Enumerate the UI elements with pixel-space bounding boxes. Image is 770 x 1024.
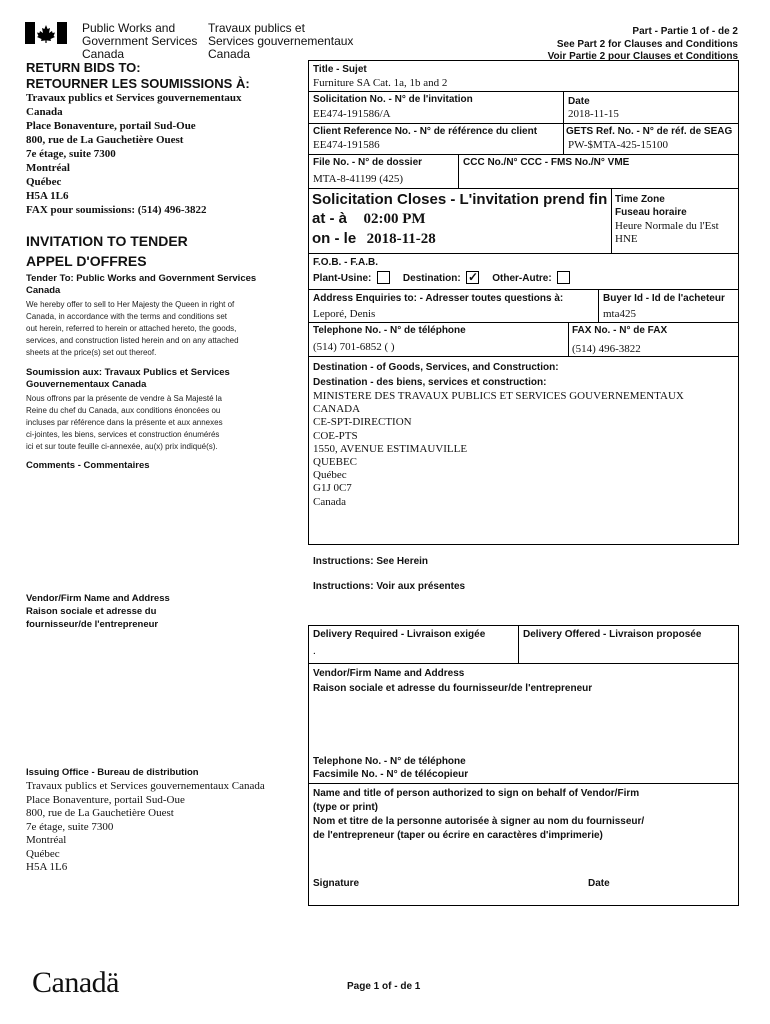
- destination-address: [313, 390, 684, 509]
- address-line: 800, rue de La Gauchetière Ouest: [26, 807, 174, 819]
- address-line: Canada: [26, 106, 63, 118]
- vendor-facsimile-label: Facsimile No. - N° de télécopieur: [313, 769, 469, 780]
- dest-line: Québec: [313, 469, 347, 482]
- vendor-label-line: fournisseur/de l'entrepreneur: [26, 619, 159, 630]
- vendor-label-line: Vendor/Firm Name and Address: [26, 593, 170, 604]
- solicitation-no-label: Solicitation No. - N° de l'invitation: [313, 94, 473, 105]
- invitation-heading: [26, 231, 188, 271]
- flag-icon: [25, 22, 67, 44]
- dest-line: COE-PTS: [313, 429, 358, 442]
- text-line: ci-jointes, les biens, services et construction énumérés: [26, 430, 220, 439]
- address-line: Place Bonaventure, portail Sud-Oue: [26, 120, 196, 132]
- fax-label: FAX No. - N° de FAX: [572, 325, 668, 336]
- other-checkbox[interactable]: [557, 271, 570, 284]
- soumission-text: [26, 393, 223, 453]
- check-mark-icon: ✓: [467, 270, 478, 284]
- return-address: [26, 91, 242, 217]
- return-bids-fr: RETOURNER LES SOUMISSIONS À:: [26, 76, 250, 91]
- instructions-fr: Instructions: Voir aux présentes: [313, 581, 466, 592]
- date-value: 2018-11-15: [568, 108, 619, 120]
- instructions-en: Instructions: See Herein: [313, 556, 429, 567]
- part-number: Part - Partie 1 of - de 2: [632, 26, 738, 37]
- address-line: Montréal: [26, 834, 67, 846]
- address-line: 800, rue de La Gauchetière Ouest: [26, 134, 184, 146]
- telephone-value: (514) 701-6852 ( ): [313, 341, 395, 353]
- text-line: We hereby offer to sell to Her Majesty the Queen in right of: [26, 300, 235, 309]
- vendor-name-address-label: [313, 666, 592, 696]
- delivery-required-label: Delivery Required - Livraison exigée: [313, 629, 486, 640]
- canada-wordmark: Canadä: [32, 966, 119, 999]
- address-line: Québec: [26, 176, 62, 188]
- at-value: 02:00 PM: [363, 211, 426, 227]
- tender-to: Tender To: Public Works and Government Services Canada: [26, 273, 257, 296]
- comments-label: Comments - Commentaires: [26, 460, 150, 471]
- dept-fr-line: Canada: [208, 47, 251, 61]
- text-line: Nous offrons par la présente de vendre à Sa Majesté la: [26, 394, 222, 403]
- closing-date: [312, 230, 436, 248]
- vendor-telephone-label: Telephone No. - N° de téléphone: [313, 756, 466, 767]
- address-line: H5A 1L6: [26, 861, 68, 873]
- tz-value-line: Heure Normale du l'Est: [615, 220, 719, 232]
- dept-en-line: Government Services: [82, 34, 198, 48]
- dest-label-en: Destination - of Goods, Services, and Construction:: [313, 362, 559, 373]
- dest-label-fr: Destination - des biens, services et construction:: [313, 377, 547, 388]
- dept-fr-line: Services gouvernementaux: [208, 34, 354, 48]
- file-no-label: File No. - N° de dossier: [313, 157, 423, 168]
- part-info: [548, 26, 738, 64]
- signature-date-label: Date: [588, 878, 610, 889]
- address-line: Montréal: [26, 162, 70, 174]
- fob-label: F.O.B. - F.A.B.: [313, 257, 378, 268]
- address-line: Québec: [26, 847, 60, 860]
- time-zone-value: [615, 220, 719, 246]
- department-name-fr: [208, 22, 353, 61]
- vendor-label-line: Raison sociale et adresse du: [26, 606, 157, 617]
- authorized-person-label: [313, 787, 644, 843]
- plant-checkbox[interactable]: [377, 271, 390, 284]
- client-ref-value: EE474-191586: [313, 139, 380, 151]
- address-line: H5A 1L6: [26, 190, 69, 202]
- return-bids-heading: [26, 60, 250, 92]
- text-line: incluses par référence dans la présente et aux annexes: [26, 418, 223, 427]
- auth-label-line: (type or print): [313, 802, 378, 813]
- dest-line: CANADA: [313, 403, 361, 416]
- fob-options: [313, 272, 570, 285]
- telephone-label: Telephone No. - N° de téléphone: [313, 325, 466, 336]
- dest-line: G1J 0C7: [313, 482, 352, 495]
- text-line: sheets at the price(s) set out thereof.: [26, 348, 157, 357]
- text-line: services, and construction listed herein and on any attached: [26, 336, 239, 345]
- text-line: ici et sur toute feuille ci-annexée, au(x) prix indiqué(s).: [26, 442, 218, 451]
- department-name-en: [82, 22, 197, 61]
- address-line: Place Bonaventure, portail Sud-Oue: [26, 793, 185, 806]
- other-label: Other-Autre:: [492, 273, 552, 285]
- dept-fr-line: Travaux publics et: [208, 21, 305, 35]
- at-label: at - à: [312, 210, 348, 227]
- auth-label-line: Nom et titre de la personne autorisée à signer au nom du fournisseur/: [313, 816, 645, 827]
- dest-line: CE-SPT-DIRECTION: [313, 416, 412, 429]
- date-label: Date: [568, 96, 590, 107]
- buyer-id-label: Buyer Id - Id de l'acheteur: [603, 293, 725, 304]
- dept-en-line: Public Works and: [82, 21, 176, 35]
- tender-text: [26, 299, 239, 359]
- dest-line: 1550, AVENUE ESTIMAUVILLE: [313, 442, 468, 455]
- see-part-fr: Voir Partie 2 pour Clauses et Conditions: [547, 51, 738, 62]
- address-line: 7e étage, suite 7300: [26, 148, 116, 160]
- delivery-offered-label: Delivery Offered - Livraison proposée: [523, 629, 702, 640]
- solicitation-no-value: EE474-191586/A: [313, 108, 391, 120]
- vendor-contact-labels: [313, 755, 468, 781]
- destination-heading: [313, 360, 559, 390]
- destination-label: Destination:: [402, 273, 461, 285]
- dest-line: QUEBEC: [313, 456, 357, 469]
- vendor-label-en: Vendor/Firm Name and Address: [313, 668, 465, 679]
- text-line: out herein, referred to herein or attached hereto, the goods,: [26, 324, 237, 333]
- see-part-en: See Part 2 for Clauses and Conditions: [556, 38, 738, 50]
- text-line: Reine du chef du Canada, aux conditions énoncées ou: [26, 406, 221, 415]
- fax-value: (514) 496-3822: [572, 343, 641, 355]
- time-zone-label: [615, 193, 687, 219]
- gets-ref-value: PW-$MTA-425-15100: [568, 139, 668, 151]
- closing-time: [312, 210, 426, 228]
- tz-label-en: Time Zone: [615, 194, 665, 205]
- vendor-label-left: [26, 592, 170, 631]
- auth-label-line: Name and title of person authorized to sign on behalf of Vendor/Firm: [313, 788, 640, 799]
- address-line: Travaux publics et Services gouvernementaux Canada: [26, 780, 265, 792]
- auth-label-line: de l'entrepreneur (taper ou écrire en caractères d'imprimerie): [313, 830, 603, 841]
- client-ref-label: Client Reference No. - N° de référence du client: [313, 126, 538, 137]
- tz-value-line: HNE: [615, 233, 638, 245]
- page-number: Page 1 of - de 1: [347, 981, 421, 992]
- gets-ref-label: GETS Ref. No. - N° de réf. de SEAG: [566, 126, 733, 137]
- destination-checkbox[interactable]: [466, 271, 479, 284]
- issuing-address: [26, 780, 265, 875]
- tz-label-fr: Fuseau horaire: [615, 207, 687, 218]
- on-value: 2018-11-28: [366, 231, 436, 247]
- return-bids-en: RETURN BIDS TO:: [26, 60, 141, 75]
- address-enquiries-label: Address Enquiries to: - Adresser toutes questions à:: [313, 293, 564, 304]
- invitation-fr: APPEL D'OFFRES: [26, 253, 147, 269]
- solicitation-closes-label: Solicitation Closes - L'invitation prend fin: [312, 191, 608, 208]
- invitation-en: INVITATION TO TENDER: [26, 233, 188, 249]
- dest-line: Canada: [313, 495, 346, 508]
- vendor-label-fr: Raison sociale et adresse du fournisseur/de l'entrepreneur: [313, 683, 593, 694]
- dept-en-line: Canada: [82, 47, 125, 61]
- issuing-office-label: Issuing Office - Bureau de distribution: [26, 767, 199, 778]
- soumission-aux: Soumission aux: Travaux Publics et Services Gouvernementaux Canada: [26, 367, 230, 390]
- dest-line: MINISTERE DES TRAVAUX PUBLICS ET SERVICES GOUVERNEMENTAUX: [313, 390, 684, 402]
- title-label: Title - Sujet: [313, 64, 367, 75]
- file-no-value: MTA-8-41199 (425): [313, 173, 404, 185]
- signature-label: Signature: [313, 878, 360, 889]
- ccc-no-label: CCC No./N° CCC - FMS No./N° VME: [463, 157, 630, 168]
- title-value: Furniture SA Cat. 1a, 1b and 2: [313, 77, 448, 89]
- on-label: on - le: [312, 230, 357, 247]
- fax-line: FAX pour soumissions: (514) 496-3822: [26, 204, 207, 216]
- delivery-required-value: .: [313, 645, 316, 657]
- text-line: Canada, in accordance with the terms and conditions set: [26, 312, 228, 321]
- address-line: 7e étage, suite 7300: [26, 820, 114, 833]
- plant-label: Plant-Usine:: [313, 273, 372, 285]
- address-enquiries-value: Leporé, Denis: [313, 308, 376, 320]
- address-line: Travaux publics et Services gouvernementaux: [26, 92, 242, 104]
- buyer-id-value: mta425: [603, 308, 636, 320]
